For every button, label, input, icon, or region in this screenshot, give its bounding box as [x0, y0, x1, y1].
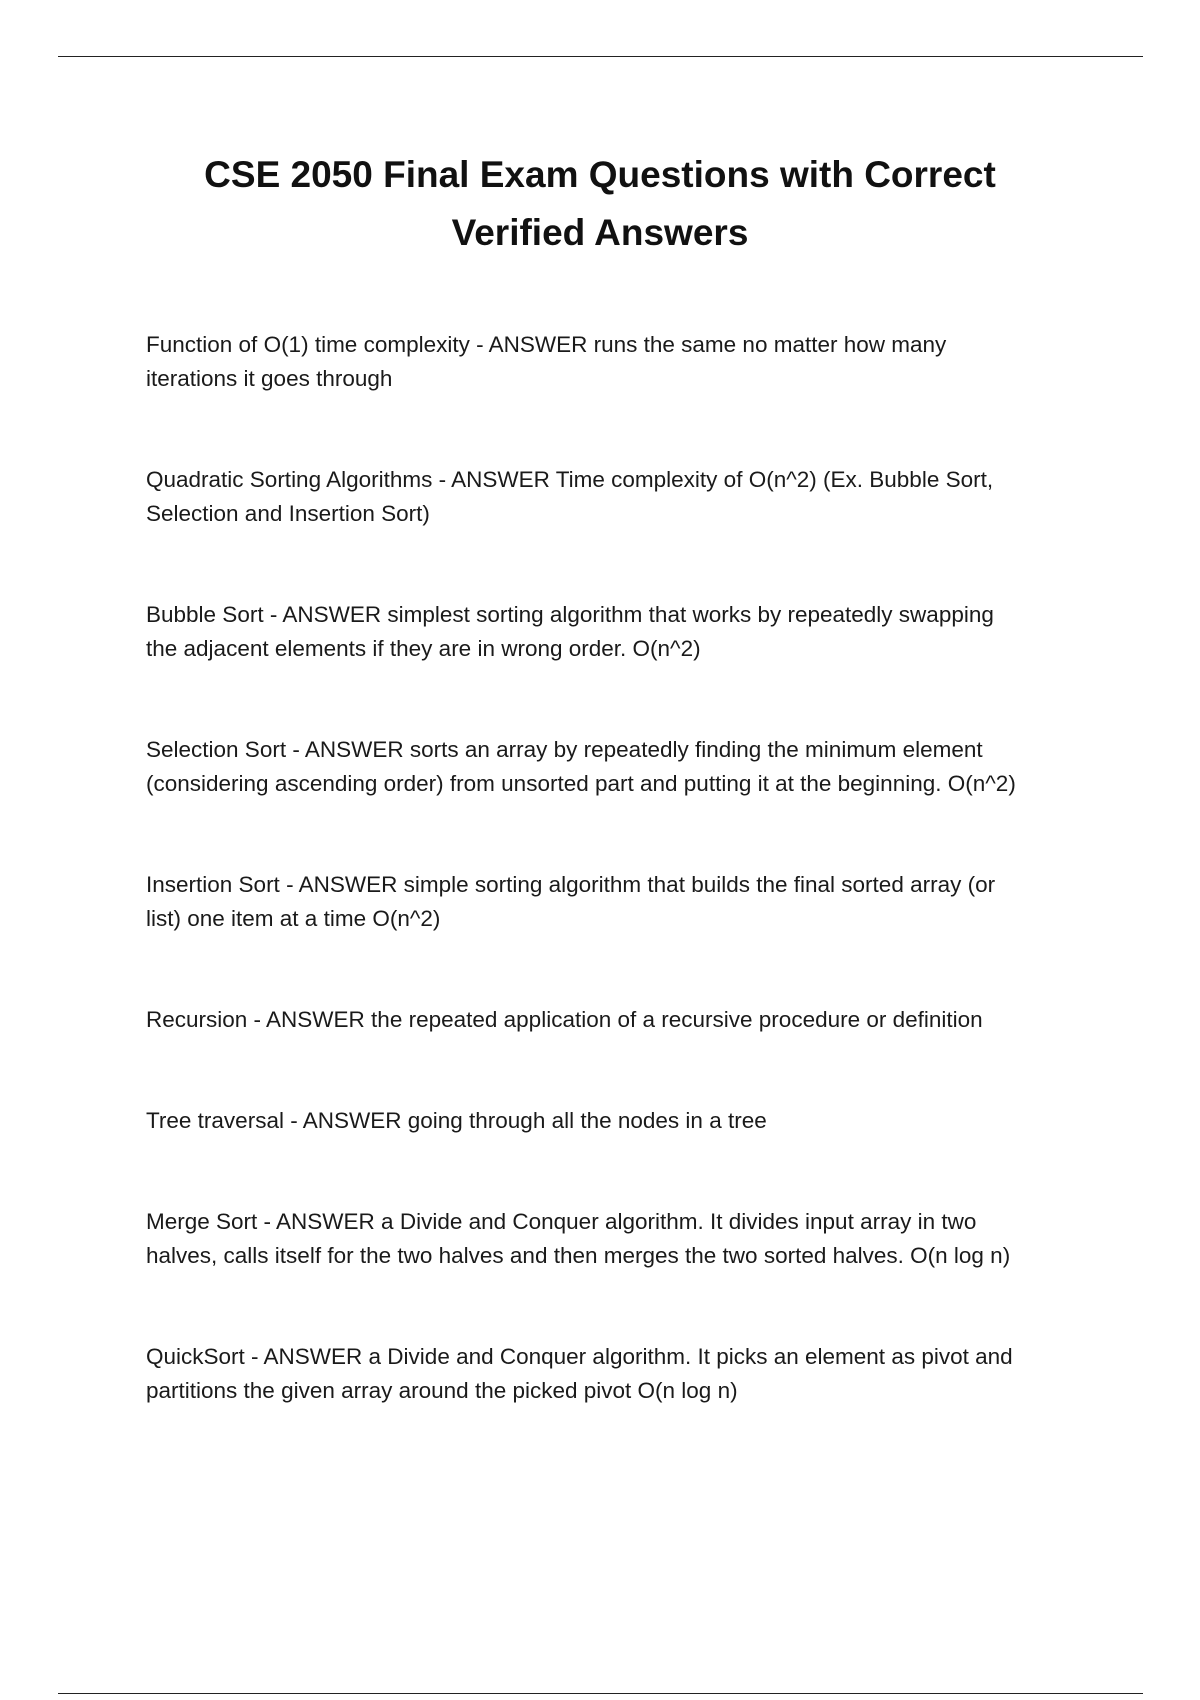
- header-rule: [58, 56, 1143, 57]
- qa-item-tree-traversal: [146, 1104, 1106, 1138]
- qa-line: Selection and Insertion Sort): [146, 501, 430, 526]
- qa-line: halves, calls itself for the two halves and then merges the two sorted halves. O(n log n): [146, 1243, 1011, 1268]
- qa-item-merge-sort: [146, 1205, 1106, 1273]
- qa-list: [146, 328, 1106, 1475]
- footer-rule: [58, 1693, 1143, 1694]
- document-title: [0, 146, 1200, 262]
- qa-line: list) one item at a time O(n^2): [146, 906, 441, 931]
- title-line-1: CSE 2050 Final Exam Questions with Correct: [204, 154, 996, 195]
- qa-item-recursion: [146, 1003, 1106, 1037]
- qa-line: partitions the given array around the picked pivot O(n log n): [146, 1378, 738, 1403]
- qa-line: Function of O(1) time complexity - ANSWER runs the same no matter how many: [146, 332, 947, 357]
- qa-item-insertion-sort: [146, 868, 1106, 936]
- qa-line: Selection Sort - ANSWER sorts an array by repeatedly finding the minimum element: [146, 737, 983, 762]
- qa-item-quicksort: [146, 1340, 1106, 1408]
- title-line-2: Verified Answers: [451, 212, 749, 253]
- qa-line: Tree traversal - ANSWER going through all the nodes in a tree: [146, 1108, 767, 1133]
- qa-item-bubble-sort: [146, 598, 1106, 666]
- qa-item-selection-sort: [146, 733, 1106, 801]
- qa-item-constant-time: [146, 328, 1106, 396]
- qa-line: iterations it goes through: [146, 366, 393, 391]
- qa-line: (considering ascending order) from unsorted part and putting it at the beginning. O(n^2): [146, 771, 1016, 796]
- qa-line: the adjacent elements if they are in wrong order. O(n^2): [146, 636, 701, 661]
- qa-line: Quadratic Sorting Algorithms - ANSWER Time complexity of O(n^2) (Ex. Bubble Sort,: [146, 467, 994, 492]
- qa-line: Insertion Sort - ANSWER simple sorting algorithm that builds the final sorted array (or: [146, 872, 996, 897]
- qa-line: Bubble Sort - ANSWER simplest sorting algorithm that works by repeatedly swapping: [146, 602, 994, 627]
- qa-line: Recursion - ANSWER the repeated application of a recursive procedure or definition: [146, 1007, 983, 1032]
- qa-line: QuickSort - ANSWER a Divide and Conquer algorithm. It picks an element as pivot and: [146, 1344, 1013, 1369]
- qa-line: Merge Sort - ANSWER a Divide and Conquer algorithm. It divides input array in two: [146, 1209, 977, 1234]
- qa-item-quadratic-sorting: [146, 463, 1106, 531]
